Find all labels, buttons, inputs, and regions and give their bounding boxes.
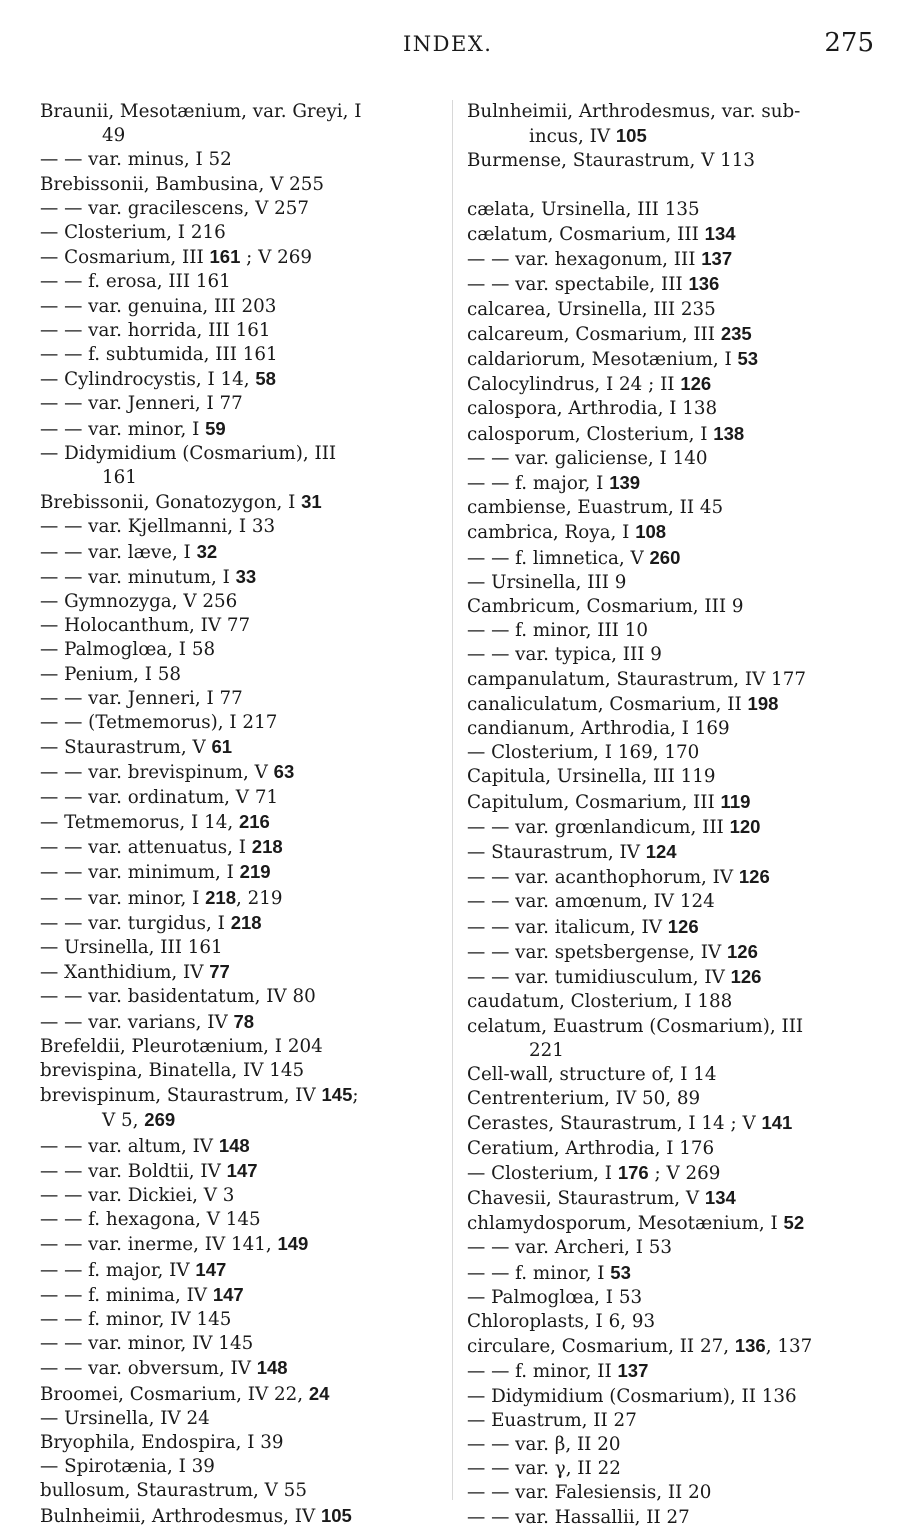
page-header [0, 30, 900, 64]
index-entry [40, 760, 440, 785]
entry-text: 221 [529, 1039, 564, 1061]
index-entry [40, 860, 440, 885]
entry-text: Burmense, Staurastrum, V 113 [467, 150, 755, 172]
page-ref-bold: 216 [238, 810, 270, 832]
entry-text: — — var. Boldtii, IV [40, 1160, 227, 1182]
index-entry [40, 173, 440, 197]
entry-text: campanulatum, Staurastrum, IV 177 [467, 668, 806, 690]
index-entry [40, 1134, 440, 1159]
page-ref-bold: 63 [273, 761, 295, 783]
entry-text: — Ursinella, III 161 [40, 936, 223, 958]
entry-text: Broomei, Cosmarium, IV 22, [40, 1383, 309, 1405]
entry-text: calcarea, Ursinella, III 235 [467, 298, 716, 320]
index-entry [40, 392, 440, 416]
entry-text: — — var. β, II 20 [467, 1433, 621, 1455]
entry-text: cælata, Ursinella, III 135 [467, 198, 700, 220]
index-entry [40, 367, 440, 392]
index-entry [467, 940, 867, 965]
page-number: 275 [824, 28, 874, 58]
page-ref-bold: 198 [747, 692, 779, 714]
entry-text: Cell-wall, structure of, I 14 [467, 1063, 717, 1085]
index-entry [467, 222, 867, 247]
page-ref-bold: 147 [195, 1258, 227, 1280]
entry-text: — — var. brevispinum, V [40, 762, 274, 784]
index-entry [40, 786, 440, 810]
page-ref-bold: 218 [205, 886, 236, 908]
index-entry [467, 741, 867, 765]
entry-text: — — var. amœnum, IV 124 [467, 891, 715, 913]
entry-text: — — var. hexagonum, III [467, 249, 702, 271]
index-entry [40, 960, 440, 985]
index-entry [467, 595, 867, 619]
entry-text: — — f. major, I [467, 473, 610, 495]
page-ref-bold: 149 [277, 1233, 309, 1255]
index-entry [40, 1232, 440, 1257]
entry-text: — — var. Hassallii, II 27 [467, 1506, 690, 1528]
page-ref-bold: 218 [251, 836, 283, 858]
index-entry [467, 1310, 867, 1334]
index-entry [467, 298, 867, 322]
index-entry [40, 417, 440, 442]
index-entry [40, 663, 440, 687]
index-entry [467, 1111, 867, 1136]
entry-text: — — var. minor, I [40, 887, 206, 909]
page-ref-bold: 218 [230, 911, 262, 933]
entry-text: canaliculatum, Cosmarium, II [467, 693, 748, 715]
index-entry [40, 1479, 440, 1503]
page-title: INDEX. [403, 32, 493, 56]
entry-text: chlamydosporum, Mesotænium, I [467, 1213, 784, 1235]
index-entry [40, 221, 440, 245]
index-entry [40, 565, 440, 590]
page-ref-bold: 147 [212, 1283, 244, 1305]
entry-text: — Didymidium (Cosmarium), II 136 [467, 1385, 797, 1407]
index-entry [467, 447, 867, 471]
index-entry [40, 490, 440, 515]
page-ref-bold: 24 [308, 1382, 330, 1404]
entry-text: cambiense, Euastrum, II 45 [467, 497, 724, 519]
page-ref-bold: 105 [320, 1504, 352, 1526]
index-entry [467, 471, 867, 496]
index-entry [467, 100, 867, 124]
page-ref-bold: 32 [196, 540, 218, 562]
entry-text: — — var. Kjellmanni, I 33 [40, 516, 276, 538]
index-entry [467, 1015, 867, 1039]
entry-text: — Euastrum, II 27 [467, 1409, 637, 1431]
index-entry [467, 422, 867, 447]
page-ref-bold: 145 [321, 1084, 353, 1106]
page-ref-bold: 126 [727, 940, 758, 962]
entry-text: ; [352, 1085, 359, 1107]
index-entry [40, 614, 440, 638]
page-ref-bold: 134 [704, 1186, 736, 1208]
entry-text: — — var. genuina, III 203 [40, 295, 277, 317]
entry-text: ; V 269 [240, 247, 313, 269]
page-ref-bold: 31 [301, 491, 322, 513]
index-entry [467, 1087, 867, 1111]
index-entry [40, 442, 440, 466]
entry-text: celatum, Euastrum (Cosmarium), III [467, 1015, 804, 1037]
index-entry [467, 1063, 867, 1087]
page-ref-bold: 260 [649, 546, 681, 568]
index-entry [467, 149, 867, 173]
entry-text: — — f. minor, II [467, 1361, 618, 1383]
index-entry [40, 1504, 440, 1529]
entry-text: Cambricum, Cosmarium, III 9 [467, 596, 744, 618]
page-ref-bold: 269 [144, 1109, 176, 1131]
entry-text: — — var. tumidiusculum, IV [467, 967, 731, 989]
index-entry [467, 815, 867, 840]
index-entry [467, 668, 867, 692]
entry-text: Capitula, Ursinella, III 119 [467, 766, 716, 788]
entry-text: — — var. gracilescens, V 257 [40, 197, 309, 219]
page-ref-bold: 126 [738, 866, 770, 888]
index-entry [467, 619, 867, 643]
index-entry [467, 322, 867, 347]
entry-text: 161 [102, 467, 137, 489]
entry-text: Brebissonii, Bambusina, V 255 [40, 173, 324, 195]
index-entry [467, 1506, 867, 1530]
entry-text: — — f. subtumida, III 161 [40, 344, 278, 366]
index-entry [467, 765, 867, 789]
index-entry [40, 515, 440, 539]
entry-text: Brebissonii, Gonatozygon, I [40, 492, 302, 514]
entry-text: V 5, [102, 1110, 145, 1132]
entry-text: Brefeldii, Pleurotænium, I 204 [40, 1035, 323, 1057]
index-entry [40, 638, 440, 662]
index-entry [40, 687, 440, 711]
entry-text: — — var. galiciense, I 140 [467, 447, 708, 469]
index-entry [467, 546, 867, 571]
index-entry [40, 295, 440, 319]
entry-text: — — f. minima, IV [40, 1284, 213, 1306]
entry-text: Bryophila, Endospira, I 39 [40, 1431, 284, 1453]
index-entry [467, 372, 867, 397]
page-ref-bold: 136 [688, 273, 720, 295]
index-column-right [467, 100, 867, 1530]
entry-text: — — var. Falesiensis, II 20 [467, 1482, 712, 1504]
index-entry [40, 1332, 440, 1356]
page-ref-bold: 126 [730, 966, 762, 988]
entry-text: — — var. minimum, I [40, 862, 240, 884]
entry-text: — — var. grœnlandicum, III [467, 816, 730, 838]
page-ref-bold: 58 [255, 368, 276, 390]
index-entry [467, 1137, 867, 1161]
index-entry [467, 1334, 867, 1359]
page-ref-bold: 119 [720, 790, 751, 812]
entry-text: — — f. limnetica, V [467, 547, 650, 569]
index-entry [40, 1407, 440, 1431]
entry-text: incus, IV [529, 126, 616, 148]
entry-text: — Closterium, I 216 [40, 222, 226, 244]
entry-text: Centrenterium, IV 50, 89 [467, 1088, 701, 1110]
entry-text: — — var. Archeri, I 53 [467, 1237, 673, 1259]
entry-text: — Cosmarium, III [40, 247, 210, 269]
page-ref-bold: 235 [720, 322, 752, 344]
entry-text: caudatum, Closterium, I 188 [467, 991, 733, 1013]
entry-text: — — var. minus, I 52 [40, 149, 232, 171]
index-entry-continuation [467, 1039, 867, 1063]
entry-text: — — var. spetsbergense, IV [467, 941, 728, 963]
index-entry [467, 865, 867, 890]
index-entry [40, 985, 440, 1009]
entry-text: , 137 [765, 1336, 813, 1358]
entry-text: — Closterium, I 169, 170 [467, 742, 700, 764]
entry-text: — Palmoglœa, I 53 [467, 1286, 643, 1308]
entry-text: — — var. Jenneri, I 77 [40, 687, 243, 709]
entry-text: Bulnheimii, Arthrodesmus, var. sub- [467, 101, 801, 122]
entry-text: — — var. spectabile, III [467, 274, 689, 296]
index-entry [467, 692, 867, 717]
index-entry [40, 148, 440, 172]
index-entry [467, 198, 867, 222]
entry-text: — — var. horrida, III 161 [40, 319, 271, 341]
page-ref-bold: 78 [233, 1010, 255, 1032]
page-ref-bold: 105 [615, 125, 647, 147]
index-entry [40, 911, 440, 936]
index-entry [40, 1208, 440, 1232]
index-entry [40, 1059, 440, 1083]
entry-text: cambrica, Roya, I [467, 522, 636, 544]
entry-text: — — f. major, IV [40, 1259, 196, 1281]
entry-text: — — var. minor, I [40, 418, 206, 440]
entry-text: — — var. typica, III 9 [467, 644, 662, 666]
entry-text: — Gymnozyga, V 256 [40, 591, 238, 613]
entry-text: — — f. erosa, III 161 [40, 271, 231, 293]
index-entry [40, 343, 440, 367]
index-entry [40, 1283, 440, 1308]
index-entry [40, 1258, 440, 1283]
index-entry [467, 1481, 867, 1505]
page-ref-bold: 219 [239, 861, 271, 883]
entry-text: ; V 269 [648, 1162, 721, 1184]
index-column-left [40, 100, 440, 1529]
page-ref-bold: 77 [209, 961, 230, 983]
entry-text: — Closterium, I [467, 1162, 618, 1184]
page-ref-bold: 124 [645, 841, 677, 863]
entry-text: — Didymidium (Cosmarium), III [40, 442, 337, 464]
index-entry [40, 245, 440, 270]
page-ref-bold: 120 [729, 815, 761, 837]
page-ref-bold: 126 [680, 373, 712, 395]
index-entry [40, 1159, 440, 1184]
index-entry-continuation [467, 124, 867, 149]
entry-text: — — var. Jenneri, I 77 [40, 393, 243, 415]
page-ref-bold: 108 [635, 521, 667, 543]
page-ref-bold: 134 [704, 223, 736, 244]
entry-text: — Tetmemorus, I 14, [40, 811, 239, 833]
entry-text: calcareum, Cosmarium, III [467, 323, 721, 345]
page-ref-bold: 161 [209, 246, 241, 268]
entry-text: — — var. minutum, I [40, 566, 236, 588]
page-ref-bold: 61 [211, 736, 233, 758]
index-entry [40, 936, 440, 960]
index-entry [40, 886, 440, 911]
entry-text: — Cylindrocystis, I 14, [40, 369, 256, 391]
entry-text: Ceratium, Arthrodia, I 176 [467, 1137, 715, 1159]
page-ref-bold: 59 [205, 417, 226, 439]
page-ref-bold: 136 [734, 1335, 766, 1357]
index-entry [467, 520, 867, 545]
index-entry [467, 790, 867, 815]
entry-text: — — var. turgidus, I [40, 912, 231, 934]
entry-text: — Holocanthum, IV 77 [40, 615, 251, 637]
index-entry [40, 835, 440, 860]
entry-text: — — f. minor, IV 145 [40, 1308, 232, 1330]
entry-text: — — var. obversum, IV [40, 1358, 257, 1380]
entry-text: 49 [102, 125, 126, 147]
index-entry [467, 717, 867, 741]
entry-text: Calocylindrus, I 24 ; II [467, 374, 681, 396]
entry-text: — — var. minor, IV 145 [40, 1333, 254, 1355]
entry-text: — Penium, I 58 [40, 663, 182, 685]
page-ref-bold: 33 [235, 565, 257, 587]
entry-text: — Palmoglœa, I 58 [40, 639, 216, 661]
index-entry [467, 1161, 867, 1186]
entry-text: — Ursinella, IV 24 [40, 1407, 210, 1429]
entry-text: — — var. altum, IV [40, 1135, 219, 1157]
index-entry [40, 1455, 440, 1479]
page-ref-bold: 176 [617, 1161, 649, 1183]
entry-text: cælatum, Cosmarium, III [467, 224, 705, 245]
index-entry [40, 270, 440, 294]
section-gap [467, 174, 867, 198]
page-ref-bold: 148 [256, 1357, 288, 1379]
entry-text: — — f. hexagona, V 145 [40, 1209, 261, 1231]
entry-text: , 219 [236, 887, 283, 909]
entry-text: — — (Tetmemorus), I 217 [40, 712, 278, 734]
index-entry-continuation [40, 466, 440, 490]
entry-text: Chavesii, Staurastrum, V [467, 1187, 705, 1209]
page-ref-bold: 139 [609, 472, 641, 494]
index-entry [40, 590, 440, 614]
index-entry [40, 1035, 440, 1059]
entry-text: calosporum, Closterium, I [467, 423, 714, 445]
index-entry [40, 1184, 440, 1208]
index-entry [467, 1261, 867, 1286]
index-entry [467, 1359, 867, 1384]
entry-text: candianum, Arthrodia, I 169 [467, 718, 730, 740]
index-entry [40, 319, 440, 343]
entry-text: brevispinum, Staurastrum, IV [40, 1085, 322, 1107]
entry-text: — — var. inerme, IV 141, [40, 1234, 278, 1256]
index-entry [467, 1211, 867, 1236]
page-ref-bold: 137 [701, 248, 733, 270]
page-ref-bold: 141 [761, 1112, 793, 1134]
entry-text: — — var. varians, IV [40, 1011, 234, 1033]
index-entry [467, 496, 867, 520]
entry-text: brevispina, Binatella, IV 145 [40, 1059, 305, 1081]
entry-text: — Xanthidium, IV [40, 962, 210, 984]
entry-text: — — f. minor, III 10 [467, 620, 648, 642]
page-ref-bold: 137 [617, 1360, 649, 1382]
entry-text: Cerastes, Staurastrum, I 14 ; V [467, 1113, 762, 1135]
index-entry [467, 1433, 867, 1457]
page-ref-bold: 148 [218, 1134, 250, 1156]
index-entry [467, 1385, 867, 1409]
entry-text: — — f. minor, I [467, 1262, 611, 1284]
index-entry [467, 840, 867, 865]
column-divider [452, 100, 453, 1500]
page-ref-bold: 53 [737, 348, 759, 370]
index-entry [467, 1457, 867, 1481]
page-ref-bold: 53 [610, 1261, 631, 1283]
entry-text: — Staurastrum, IV [467, 842, 646, 864]
index-entry [40, 197, 440, 221]
index-entry [40, 1382, 440, 1407]
index-entry-continuation [40, 1108, 440, 1133]
page-ref-bold: 126 [667, 915, 699, 937]
index-entry [467, 643, 867, 667]
index-entry [467, 915, 867, 940]
entry-text: — — var. basidentatum, IV 80 [40, 986, 316, 1008]
index-entry [467, 272, 867, 297]
index-entry [467, 990, 867, 1014]
index-entry [40, 1083, 440, 1108]
entry-text: Chloroplasts, I 6, 93 [467, 1310, 656, 1332]
index-entry [40, 1431, 440, 1455]
index-entry [40, 1308, 440, 1332]
index-entry [467, 1409, 867, 1433]
entry-text: Capitulum, Cosmarium, III [467, 791, 721, 813]
entry-text: bullosum, Staurastrum, V 55 [40, 1480, 307, 1502]
index-entry [467, 247, 867, 272]
entry-text: — — var. acanthophorum, IV [467, 867, 739, 889]
index-entry [40, 540, 440, 565]
index-entry [467, 397, 867, 421]
entry-text: caldariorum, Mesotænium, I [467, 349, 738, 371]
page-ref-bold: 138 [713, 422, 745, 444]
index-entry [40, 1356, 440, 1381]
entry-text: Bulnheimii, Arthrodesmus, IV [40, 1505, 321, 1527]
index-entry [467, 571, 867, 595]
entry-text: circulare, Cosmarium, II 27, [467, 1336, 735, 1358]
entry-text: Braunii, Mesotænium, var. Greyi, I [40, 101, 362, 122]
entry-text: — Ursinella, III 9 [467, 571, 627, 593]
index-entry [40, 711, 440, 735]
entry-text: — — var. Dickiei, V 3 [40, 1184, 235, 1206]
entry-text: calospora, Arthrodia, I 138 [467, 398, 718, 420]
index-entry [40, 810, 440, 835]
index-entry [467, 1236, 867, 1260]
index-entry [467, 890, 867, 914]
index-entry-continuation [40, 124, 440, 148]
entry-text: — — var. γ, II 22 [467, 1458, 621, 1480]
index-entry [467, 965, 867, 990]
entry-text: — — var. læve, I [40, 541, 197, 563]
index-entry [467, 1286, 867, 1310]
index-entry [467, 1186, 867, 1211]
page-ref-bold: 52 [783, 1212, 805, 1234]
entry-text: — Spirotænia, I 39 [40, 1456, 215, 1478]
entry-text: — — var. attenuatus, I [40, 837, 252, 859]
page-ref-bold: 147 [226, 1159, 258, 1181]
entry-text: — Staurastrum, V [40, 737, 212, 759]
entry-text: — — var. italicum, IV [467, 916, 668, 938]
index-entry [40, 1010, 440, 1035]
index-entry [467, 347, 867, 372]
index-entry [40, 100, 440, 124]
index-entry [40, 735, 440, 760]
entry-text: — — var. ordinatum, V 71 [40, 786, 279, 808]
